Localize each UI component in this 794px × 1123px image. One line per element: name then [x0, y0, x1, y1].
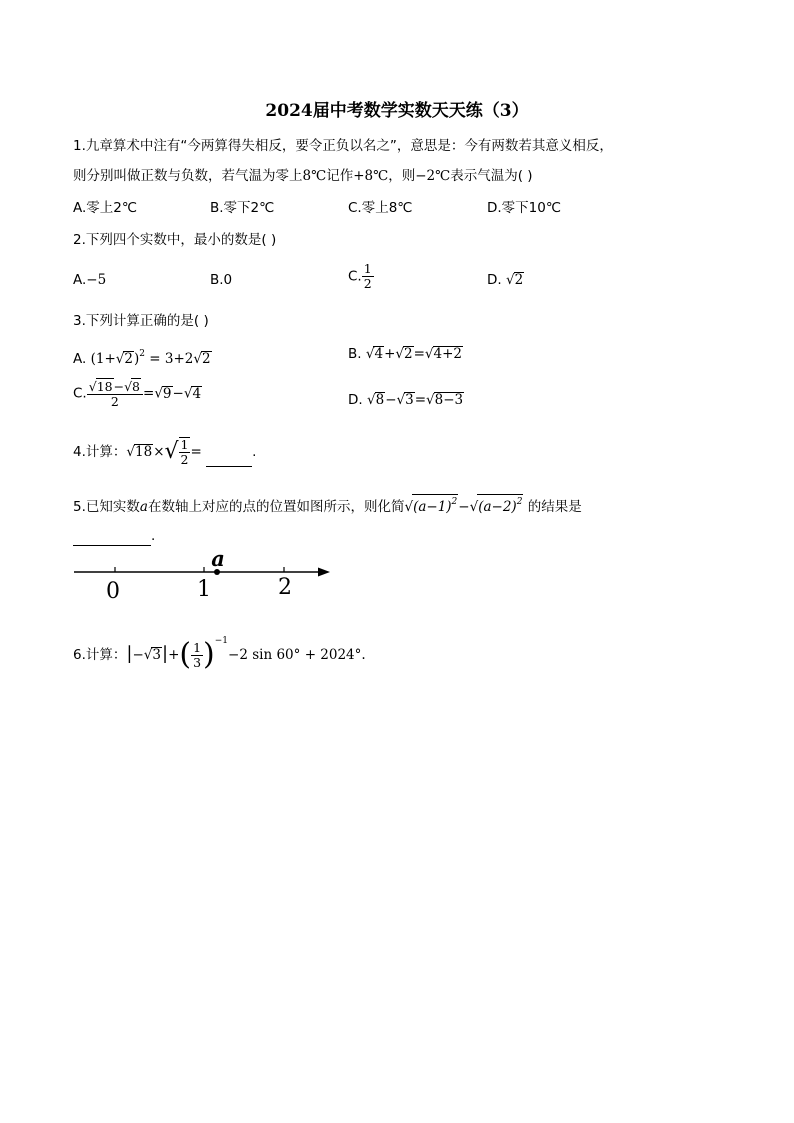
- page-title: 2024届中考数学实数天天练（3）: [265, 101, 529, 121]
- radicand: 2: [514, 272, 524, 288]
- radicand: [477, 494, 523, 515]
- q3-option-c: [73, 378, 202, 409]
- q1-option-d: D.零下10℃: [487, 200, 562, 216]
- q3-b-label: B.: [348, 346, 362, 362]
- q5-text-a: 5.已知实数: [73, 499, 140, 515]
- q2-c-fraction: [362, 262, 374, 291]
- fraction-numerator: 1: [193, 639, 202, 655]
- question-2-stem: 2.下列四个实数中，最小的数是( ): [73, 232, 277, 248]
- sqrt-symbol: √: [115, 351, 125, 367]
- question-3-stem: 3.下列计算正确的是( ): [73, 313, 209, 329]
- label-2: 2: [278, 575, 292, 600]
- answer-blank[interactable]: [73, 529, 151, 546]
- sqrt-symbol: √: [396, 392, 406, 408]
- operator: ×: [153, 444, 165, 460]
- q5-end: .: [151, 528, 156, 544]
- q1-option-c: C.零上8℃: [348, 200, 413, 216]
- q3-a-rhs: = 3+2: [144, 351, 194, 367]
- sqrt-symbol: √: [164, 439, 179, 464]
- q2-option-b: B.0: [210, 272, 233, 288]
- radicand: 3: [152, 647, 161, 663]
- question-4: [73, 437, 256, 467]
- q1-option-b: B.零下2℃: [210, 200, 275, 216]
- q1-text-g: 表示气温为( ): [450, 168, 533, 184]
- q6-rest: −2 sin 60° + 2024°.: [228, 647, 366, 663]
- radicand: 8: [375, 392, 385, 408]
- q5-text-b: 在数轴上对应的点的位置如图所示，则化简: [147, 499, 405, 515]
- question-1-line-1: 1.九章算术中注有“今两算得失相反，要令正负以名之”，意思是：今有两数若其意义相反，: [73, 138, 613, 154]
- q2-option-c: [348, 262, 374, 291]
- q4-fraction: [179, 437, 191, 467]
- radicand: [412, 494, 458, 515]
- sqrt-symbol: √: [88, 379, 97, 394]
- abs-bar-left: |: [126, 643, 133, 664]
- operator: −: [172, 385, 184, 402]
- question-5-line-1: [73, 494, 582, 517]
- sqrt-symbol: √: [154, 385, 163, 402]
- radicand: 18: [96, 379, 113, 394]
- q2-option-d: [487, 270, 524, 290]
- radicand: 2: [403, 346, 413, 362]
- question-5-line-2: [73, 526, 155, 546]
- q3-option-d: [348, 390, 464, 410]
- fraction-numerator: 1: [180, 437, 189, 452]
- question-6: [73, 624, 366, 672]
- q5-rad2: (a−2): [478, 499, 517, 515]
- radicand: 8−3: [434, 392, 464, 408]
- q3-option-b: [348, 344, 463, 364]
- q1-text-a: 则分别叫做正数与负数，若气温为零上: [73, 168, 303, 184]
- label-1: 1: [197, 577, 211, 602]
- q2-d-label: D.: [487, 272, 502, 288]
- q2-a-value: −5: [86, 272, 107, 288]
- sqrt-symbol: √: [143, 647, 153, 663]
- fraction-denominator: 3: [193, 654, 202, 670]
- abs-bar-right: |: [161, 643, 169, 664]
- sqrt-symbol: √: [365, 346, 375, 362]
- number-line-figure: [72, 546, 338, 604]
- q6-fraction: [191, 641, 203, 670]
- exponent: −1: [214, 636, 229, 646]
- q1-temp-3: −2℃: [415, 168, 451, 184]
- sqrt-symbol: √: [193, 351, 202, 367]
- q2-option-a: [73, 270, 106, 290]
- sqrt-symbol: √: [404, 499, 414, 515]
- q5-variable: a: [139, 499, 148, 515]
- label-a: a: [211, 546, 225, 571]
- sqrt-symbol: √: [126, 444, 135, 460]
- q5-rad1: (a−1): [413, 499, 452, 515]
- exponent: 2: [516, 497, 523, 507]
- sqrt-symbol: √: [124, 379, 133, 394]
- radicand: 2: [124, 351, 133, 367]
- radicand: 4+2: [433, 346, 462, 362]
- question-1-line-2: [73, 166, 533, 186]
- q4-label: 4.计算：: [73, 444, 127, 460]
- fraction-numerator: 1: [363, 261, 372, 276]
- answer-blank[interactable]: [206, 450, 252, 467]
- q3-c-fraction: [87, 378, 143, 409]
- radicand: 8: [132, 379, 140, 394]
- operator: =: [413, 346, 425, 362]
- q2-a-label: A.: [73, 272, 87, 288]
- sqrt-symbol: √: [366, 392, 376, 408]
- q1-option-a: A.零上2℃: [73, 200, 138, 216]
- q3-option-a: [73, 344, 212, 369]
- exponent: 2: [451, 497, 458, 507]
- q3-a-label: A.: [73, 351, 87, 367]
- q1-text-c: 记作: [326, 168, 354, 184]
- fraction-denominator: 2: [110, 394, 119, 409]
- sqrt-symbol: √: [424, 346, 434, 362]
- operator: −: [132, 647, 144, 663]
- q2-c-label: C.: [348, 268, 362, 285]
- q5-text-c: 的结果是: [527, 499, 582, 515]
- fraction-denominator: 2: [363, 276, 372, 291]
- paren-left: (: [179, 637, 192, 672]
- operator: −: [458, 499, 470, 515]
- radicand: 3: [405, 392, 414, 408]
- operator: +: [384, 346, 396, 362]
- radicand: 2: [201, 351, 211, 367]
- operator: −: [385, 392, 397, 408]
- operator: =: [143, 385, 155, 402]
- arrow-head-icon: [318, 568, 330, 577]
- radicand: 4: [192, 385, 202, 402]
- operator: =: [414, 392, 427, 408]
- sqrt-symbol: √: [469, 499, 479, 515]
- q3-a-pre: (1+: [90, 351, 116, 367]
- sqrt-symbol: √: [395, 346, 404, 362]
- sqrt-symbol: √: [426, 392, 435, 408]
- q1-text-e: ，则: [388, 168, 416, 184]
- q1-temp-2: +8℃: [353, 168, 389, 184]
- operator: −: [113, 379, 125, 394]
- operator: +: [168, 647, 180, 663]
- q4-end: .: [252, 444, 257, 460]
- radicand: 9: [162, 385, 172, 402]
- radicand: 18: [135, 444, 153, 460]
- label-0: 0: [106, 579, 120, 604]
- paren-right: ): [203, 637, 215, 672]
- q3-a-post: ): [133, 351, 140, 367]
- exponent: 2: [139, 349, 145, 359]
- radicand: 4: [374, 346, 384, 362]
- operator: =: [190, 444, 202, 460]
- fraction-denominator: 2: [180, 452, 189, 467]
- q6-label: 6.计算：: [73, 647, 127, 663]
- fraction-numerator: [87, 378, 143, 395]
- sqrt-symbol: √: [183, 385, 193, 402]
- sqrt-symbol: √: [505, 272, 515, 288]
- q3-c-label: C.: [73, 385, 87, 402]
- q1-temp-1: 8℃: [302, 168, 327, 184]
- q3-d-label: D.: [348, 392, 363, 408]
